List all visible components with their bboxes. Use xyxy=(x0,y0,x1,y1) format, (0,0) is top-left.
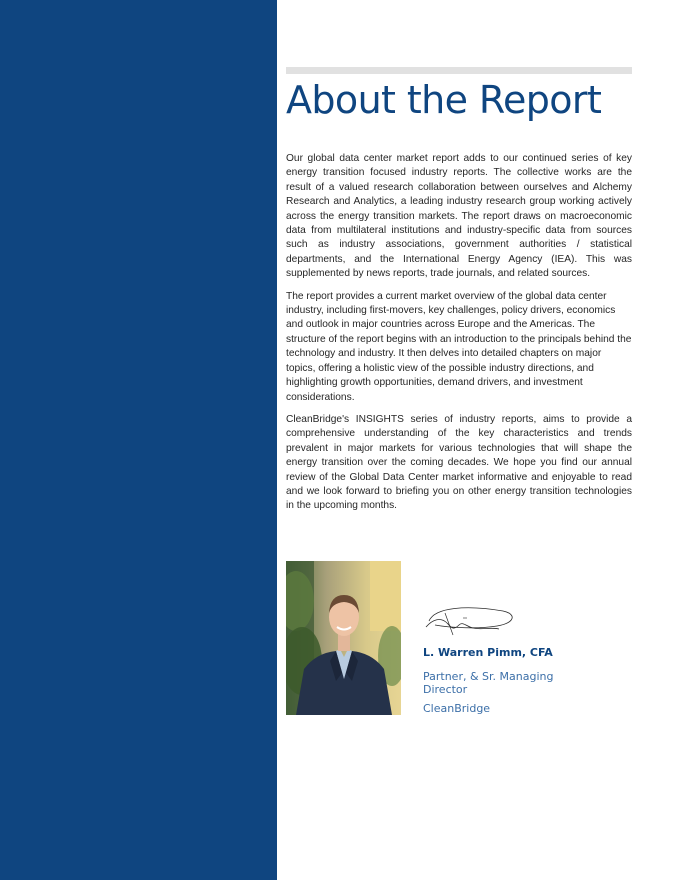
signatory-name: L. Warren Pimm, CFA xyxy=(423,646,553,659)
signatory-title: Partner, & Sr. Managing Director xyxy=(423,670,554,696)
body-text xyxy=(286,152,632,522)
paragraph-series: CleanBridge's INSIGHTS series of industry reports, aims to provide a comprehensive understanding of the key characteristics and trends prevalent in major markets for various technologies that will shape the energy transition over the coming decades. We hope you find our annual review of the Global Data Center market informative and enjoyable to read and we look forward to briefing you on other energy transition technologies in the upcoming months. xyxy=(286,413,632,512)
paragraph-intro: Our global data center market report adds to our continued series of key energy transition focused industry reports. The collective works are the result of a valued research collaboration between ourselves and Alchemy Research and Analytics, a leading industry research group working actively across the energy transition markets. The report draws on macroeconomic data from multilateral institutions and industry-specific data from sources such as industry associations, government authorities / statistical departments, and the International Energy Agency (IEA). This was supplemented by news reports, trade journals, and related sources. xyxy=(286,153,632,280)
paragraph-overview: The report provides a current market overview of the global data center industry, including first-movers, key challenges, policy drivers, economics and outlook in major countries across Europe and the Americas. The structure of the report begins with an introduction to the principals behind the technology and industry. It then delves into detailed chapters on major topics, offering a holistic view of the possible industry directions, and highlighting growth opportunities, demand drivers, and investment considerations. xyxy=(286,290,632,403)
author-portrait xyxy=(286,561,401,715)
signature-scribble xyxy=(423,597,519,639)
signatory-company: CleanBridge xyxy=(423,702,491,715)
page-title: About the Report xyxy=(286,78,602,122)
portrait-illustration xyxy=(286,561,401,715)
sidebar-panel xyxy=(0,0,277,880)
title-rule xyxy=(286,67,632,74)
signature-image xyxy=(423,597,519,639)
